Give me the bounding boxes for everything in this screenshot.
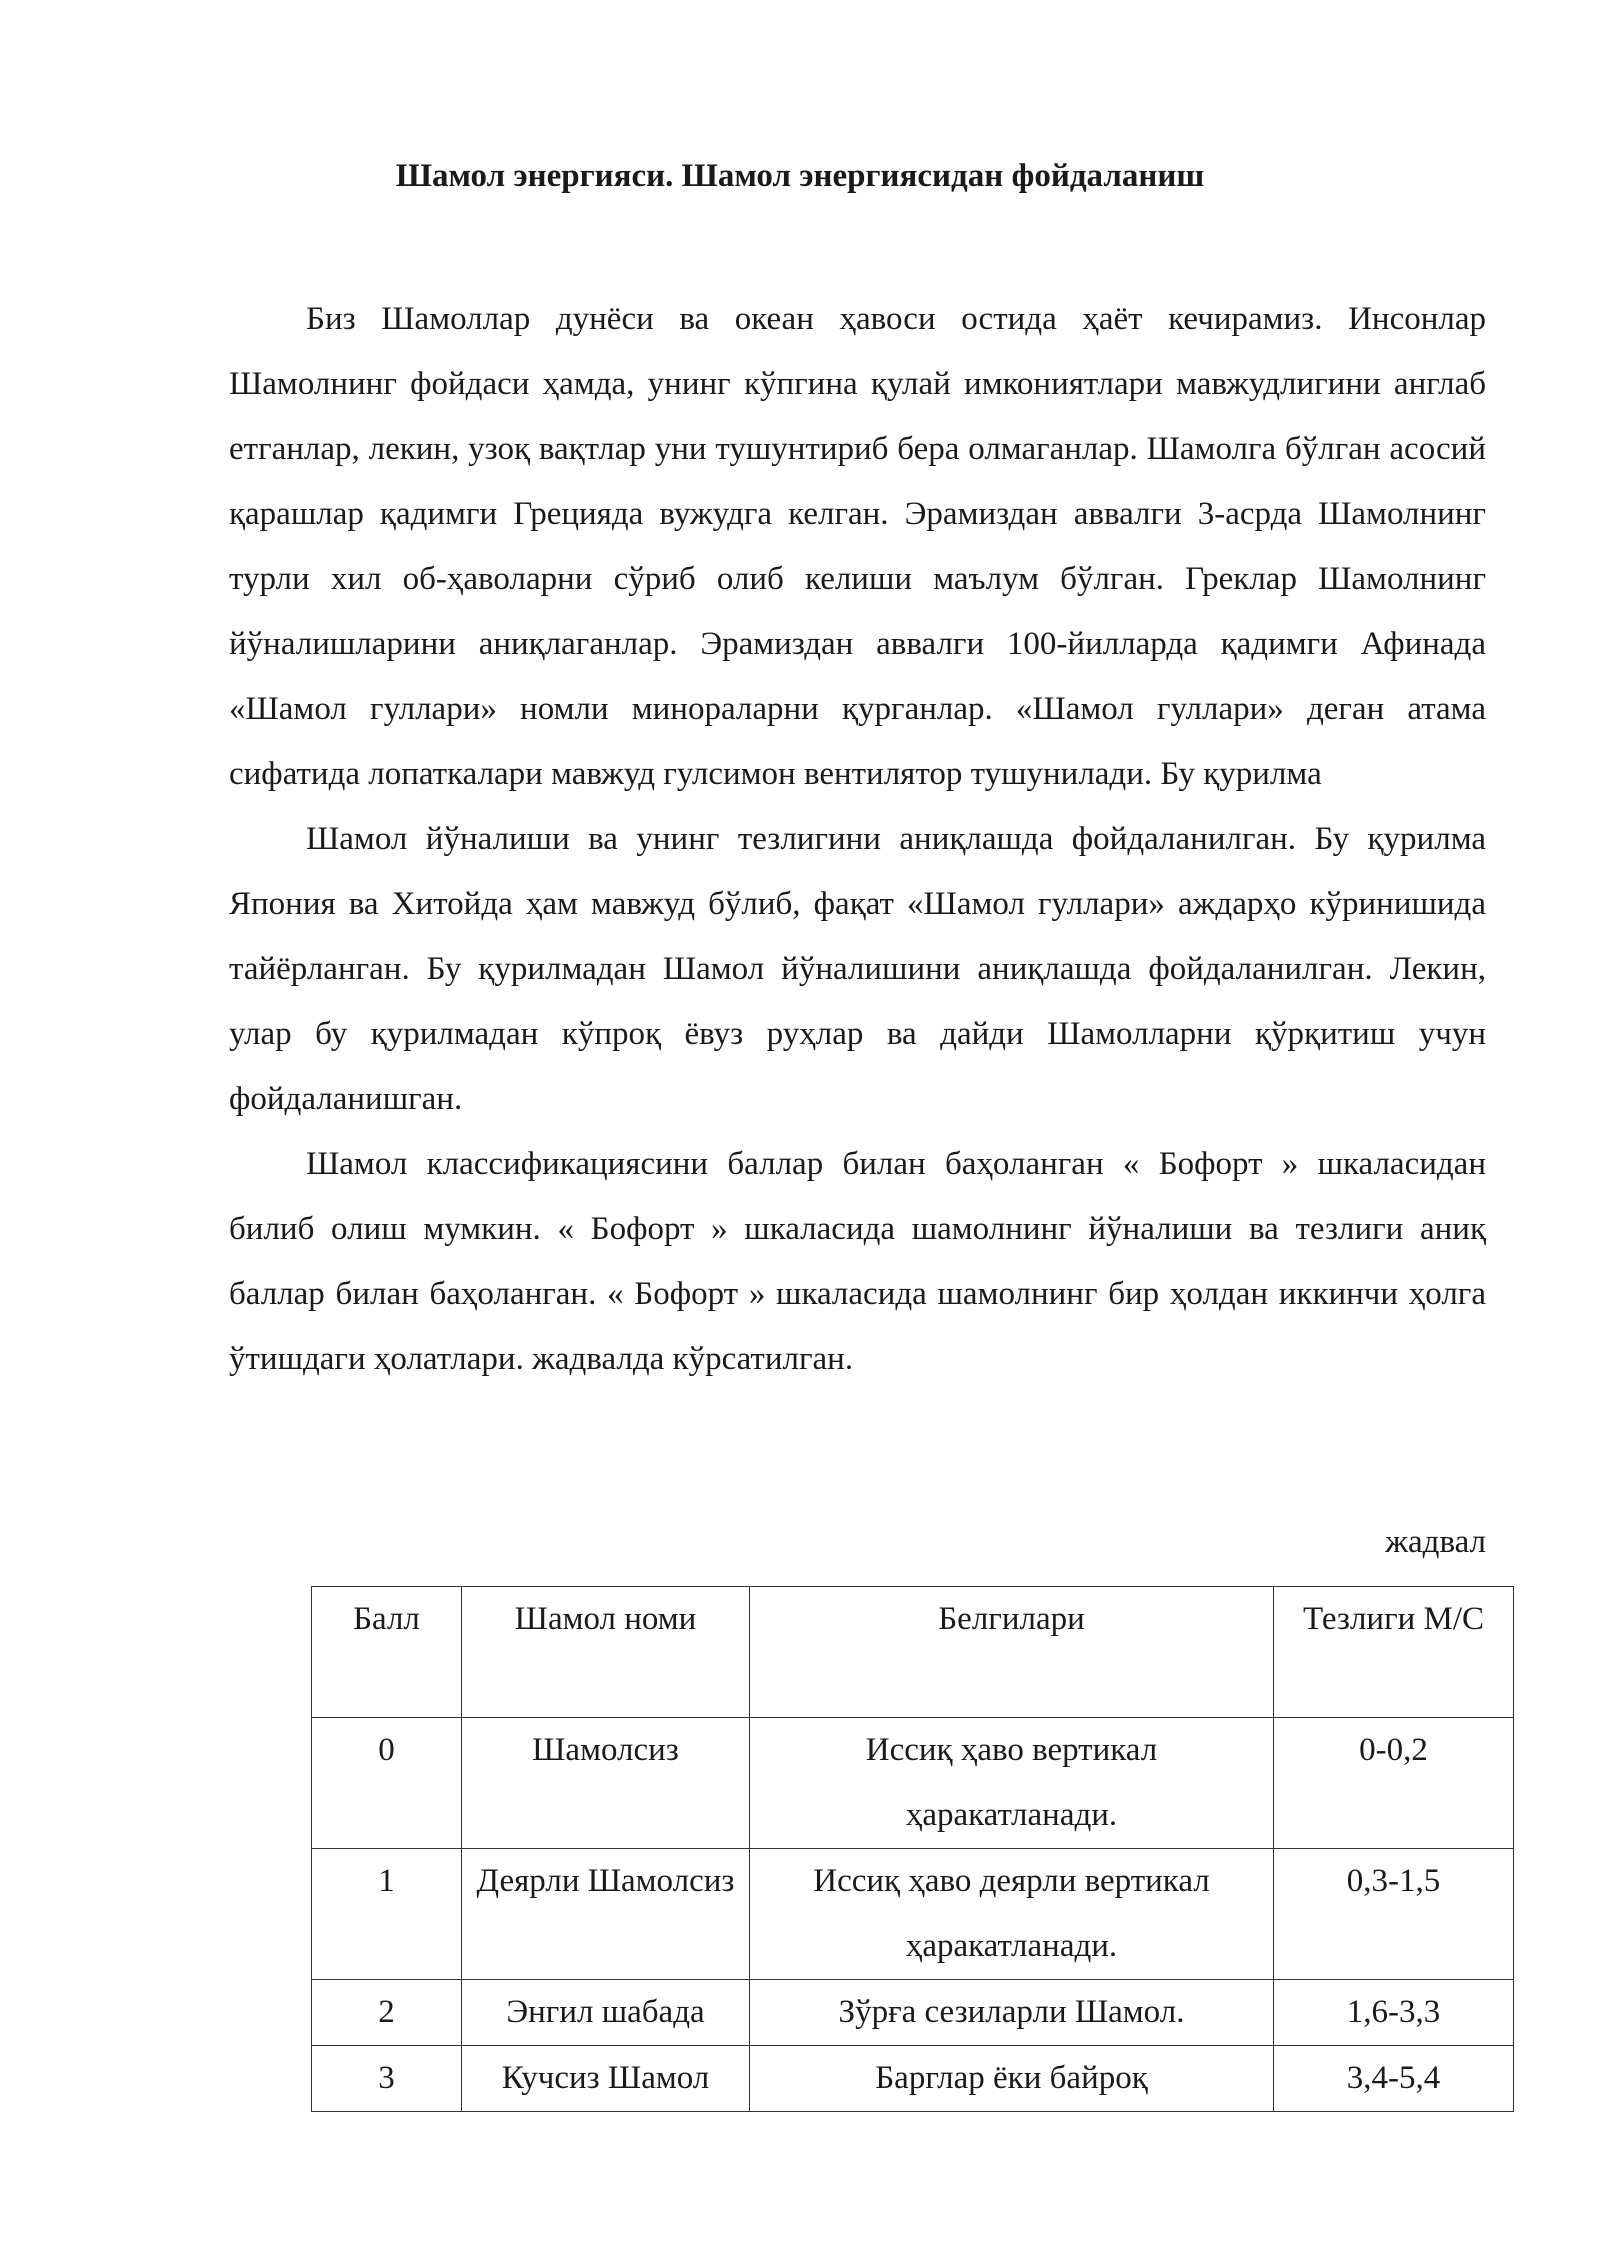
cell-signs: Барглар ёки байроқ — [750, 2046, 1274, 2112]
table-row — [312, 1849, 1514, 1980]
paragraph-2: Шамол йўналиши ва унинг тезлигини аниқлашда фойдаланилган. Бу қурилма Япония ва Хитойда ҳам мавжуд бўлиб, фақат «Шамол гуллари» аждарҳо кўринишида тайёрланган. Бу қурилмадан Шамол йўналишини аниқлашда фойдаланилган. Лекин, улар бу қурилмадан кўпроқ ёвуз руҳлар ва дайди Шамолларни қўрқитиш учун фойдаланишган. — [229, 821, 1486, 1117]
cell-ball: 3 — [312, 2046, 462, 2112]
table-row — [312, 2046, 1514, 2112]
cell-speed: 0,3-1,5 — [1274, 1849, 1514, 1980]
header-wind-name: Шамол номи — [462, 1587, 750, 1718]
cell-signs: Иссиқ ҳаво деярли вертикал ҳаракатланади. — [750, 1849, 1274, 1980]
cell-wind-name: Деярли Шамолсиз — [462, 1849, 750, 1980]
cell-signs: Зўрға сезиларли Шамол. — [750, 1980, 1274, 2046]
table-label: жадвал — [1385, 1524, 1486, 1560]
cell-speed: 3,4-5,4 — [1274, 2046, 1514, 2112]
cell-speed: 0-0,2 — [1274, 1718, 1514, 1849]
header-ball: Балл — [312, 1587, 462, 1718]
cell-speed: 1,6-3,3 — [1274, 1980, 1514, 2046]
body-text — [229, 287, 1486, 1392]
cell-ball: 1 — [312, 1849, 462, 1980]
beaufort-scale-table — [311, 1586, 1514, 2112]
cell-wind-name: Шамолсиз — [462, 1718, 750, 1849]
cell-signs: Иссиқ ҳаво вертикал ҳаракатланади. — [750, 1718, 1274, 1849]
cell-wind-name: Кучсиз Шамол — [462, 2046, 750, 2112]
table-row — [312, 1980, 1514, 2046]
cell-ball: 2 — [312, 1980, 462, 2046]
cell-ball: 0 — [312, 1718, 462, 1849]
page-title: Шамол энергияси. Шамол энергиясидан фойдаланиш — [395, 158, 1205, 194]
header-signs: Белгилари — [750, 1587, 1274, 1718]
header-speed: Тезлиги М/С — [1274, 1587, 1514, 1718]
table-header-row — [312, 1587, 1514, 1718]
table-row — [312, 1718, 1514, 1849]
paragraph-3: Шамол классификациясини баллар билан баҳоланган « Бофорт » шкаласидан билиб олиш мумкин. « Бофорт » шкаласида шамолнинг йўналиши ва тезлиги аниқ баллар билан баҳоланган. « Бофорт » шкаласида шамолнинг бир ҳолдан иккинчи ҳолга ўтишдаги ҳолатлари. жадвалда кўрсатилган. — [229, 1146, 1486, 1377]
paragraph-1: Биз Шамоллар дунёси ва океан ҳавоси остида ҳаёт кечирамиз. Инсонлар Шамолнинг фойдаси ҳамда, унинг кўпгина қулай имкониятлари мавжудлигини англаб етганлар, лекин, узоқ вақтлар уни тушунтириб бера олмаганлар. Шамолга бўлган асосий қарашлар қадимги Грецияда вужудга келган. Эрамиздан аввалги 3-асрда Шамолнинг турли хил об-ҳаволарни сўриб олиб келиши маълум бўлган. Греклар Шамолнинг йўналишларини аниқлаганлар. Эрамиздан аввалги 100-йилларда қадимги Афинада «Шамол гуллари» номли минораларни қурганлар. «Шамол гуллари» деган атама сифатида лопаткалари мавжуд гулсимон вентилятор тушунилади. Бу қурилма — [229, 301, 1486, 792]
cell-wind-name: Энгил шабада — [462, 1980, 750, 2046]
